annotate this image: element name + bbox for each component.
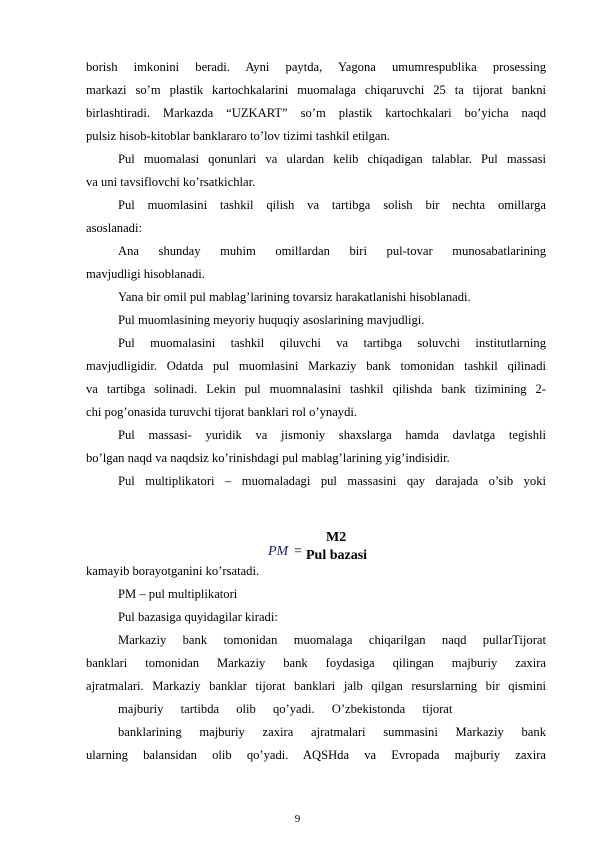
text-line: va tartibga solinadi. Lekin pul muomnalasini tashkil qilishda bank tizimining 2- xyxy=(86,382,546,396)
paragraph-start-line: Pul massasi- yuridik va jismoniy shaxslarga hamda davlatga tegishli xyxy=(118,428,546,442)
text-line: bo’lgan naqd va naqdsiz ko’rinishdagi pul mablag’larining yig’indisidir. xyxy=(86,451,450,465)
paragraph-start-line: Markaziy bank tomonidan muomalaga chiqarilgan naqd pullarTijorat xyxy=(118,633,546,647)
paragraph-start-line: Pul muomalasini tashkil qiluvchi va tartibga soluvchi institutlarning xyxy=(118,336,546,350)
text-line: birlashtiradi. Markazda “UZKART” so’m plastik kartochkalari bo’yicha naqd xyxy=(86,106,546,120)
text-line: banklari tomonidan Markaziy bank foydasiga qilingan majburiy zaxira xyxy=(86,656,546,670)
paragraph-start-line: Pul muomlasining meyoriy huquqiy asoslarining mavjudligi. xyxy=(118,313,425,327)
text-line: borish imkonini beradi. Ayni paytda, Yagona umumrespublika prosessing xyxy=(86,60,546,74)
text-line: markazi so’m plastik kartochkalarini muomalaga chiqaruvchi 25 ta tijorat bankni xyxy=(86,83,546,97)
paragraph-start-line: majburiy tartibda olib qo’yadi. O’zbekistonda tijorat xyxy=(118,702,453,716)
text-line: ularning balansidan olib qo’yadi. AQSHda va Evropada majburiy zaxira xyxy=(86,748,546,762)
text-line: mavjudligi hisoblanadi. xyxy=(86,267,205,281)
text-line: va uni tavsiflovchi ko’rsatkichlar. xyxy=(86,175,256,189)
paragraph-start-line: banklarining majburiy zaxira ajratmalari summasini Markaziy bank xyxy=(118,725,546,739)
formula-lhs: PM xyxy=(268,544,289,559)
page-number: 9 xyxy=(294,813,301,825)
paragraph-start-line: Yana bir omil pul mablag’larining tovarsiz harakatlanishi hisoblanadi. xyxy=(118,290,471,304)
text-line: asoslanadi: xyxy=(86,221,142,235)
formula-numerator: M2 xyxy=(326,530,347,545)
paragraph-start-line: Pul muomlasini tashkil qilish va tartibga solish bir nechta omillarga xyxy=(118,198,546,212)
text-line: mavjudligidir. Odatda pul muomlasini Markaziy bank tomonidan tashkil qilinadi xyxy=(86,359,546,373)
formula-denominator: Pul bazasi xyxy=(306,548,368,563)
text-line: ajratmalari. Markaziy banklar tijorat banklari jalb qilgan resurslarning bir qismini xyxy=(86,679,546,693)
paragraph-start-line: PM – pul multiplikatori xyxy=(118,587,238,601)
text-line: chi pog’onasida turuvchi tijorat banklari rol o’ynaydi. xyxy=(86,405,358,419)
text-line: pulsiz hisob-kitoblar banklararo to’lov tizimi tashkil etilgan. xyxy=(86,129,390,143)
paragraph-start-line: Pul bazasiga quyidagilar kiradi: xyxy=(118,610,278,624)
paragraph-start-line: Ana shunday muhim omillardan biri pul-tovar munosabatlarining xyxy=(118,244,546,258)
text-line: kamayib borayotganini ko’rsatadi. xyxy=(86,564,260,578)
formula-equals: = xyxy=(294,544,302,559)
paragraph-start-line: Pul multiplikatori – muomaladagi pul massasini qay darajada o’sib yoki xyxy=(118,474,546,488)
paragraph-start-line: Pul muomalasi qonunlari va ulardan kelib chiqadigan talablar. Pul massasi xyxy=(118,152,546,166)
